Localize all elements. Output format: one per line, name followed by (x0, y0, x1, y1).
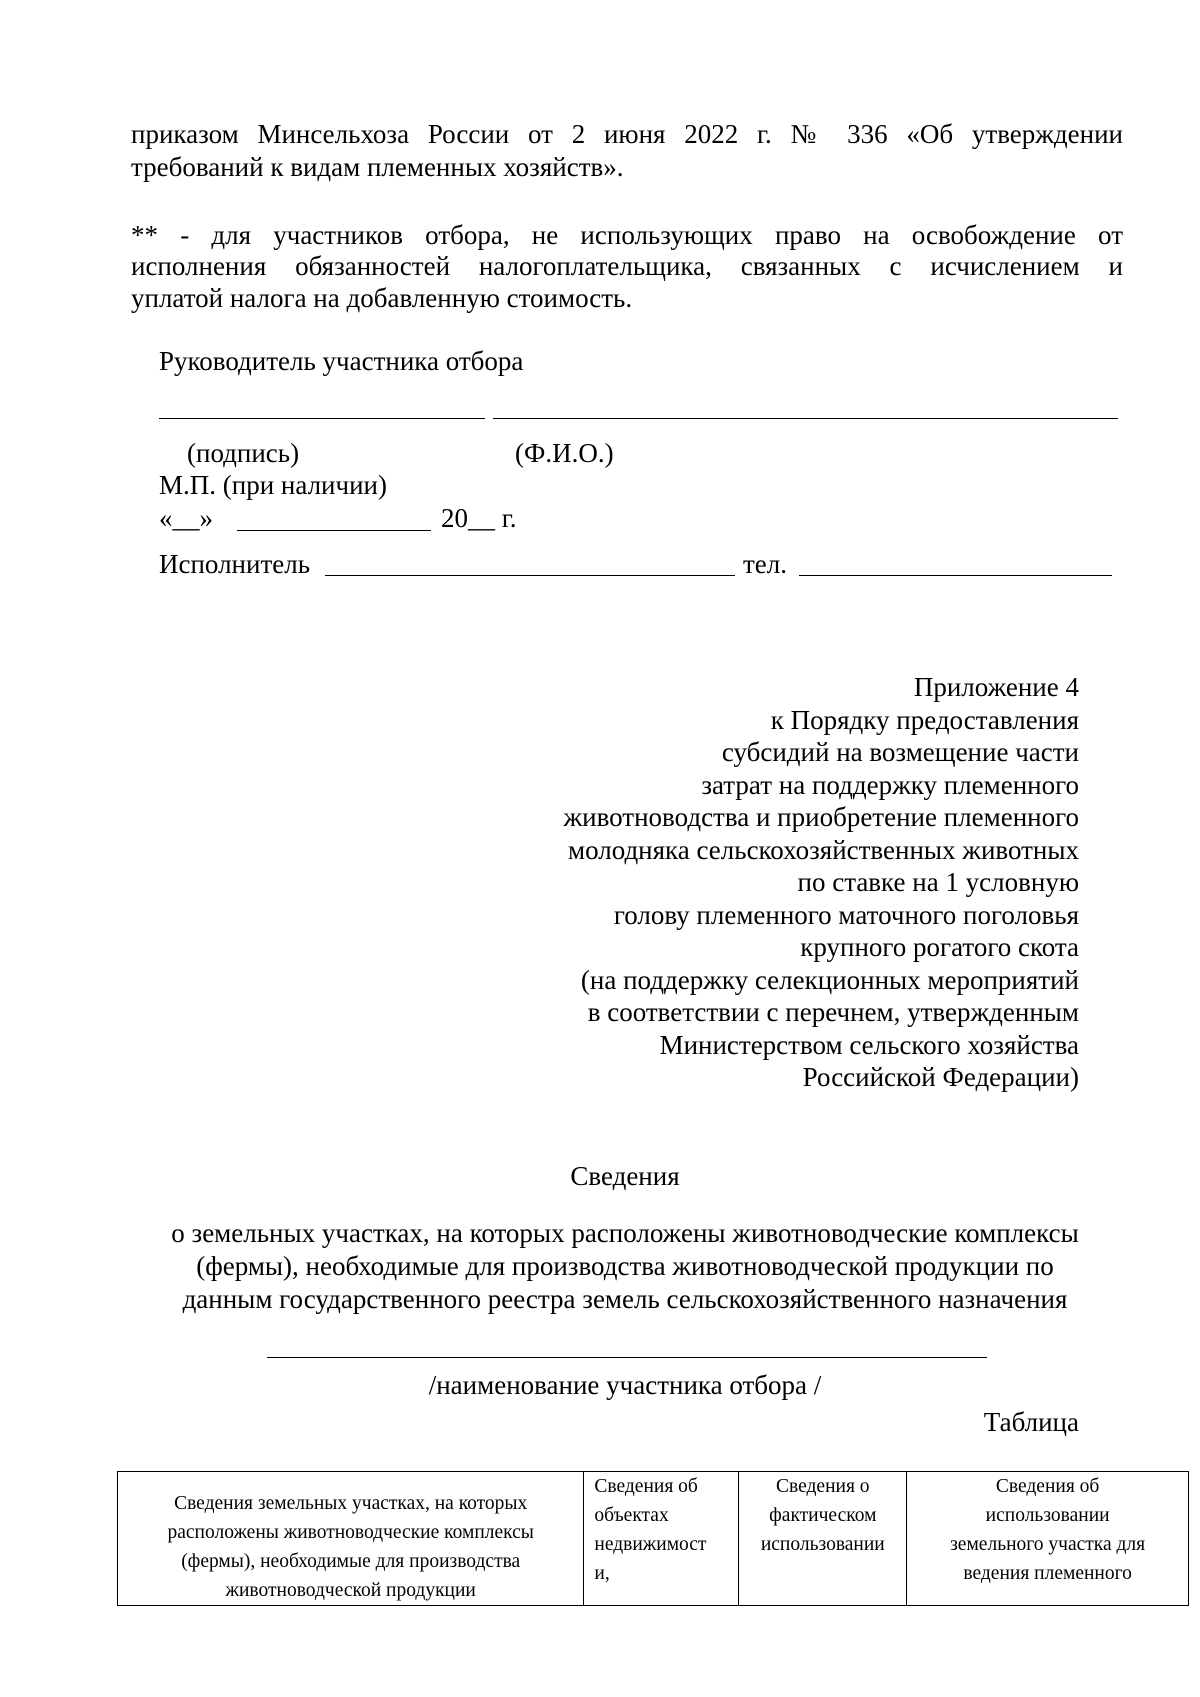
appendix-line: (на поддержку селекционных мероприятий (580, 964, 1079, 995)
table-header-text: Сведения о (776, 1476, 870, 1497)
appendix-line: молодняка сельскохозяйственных животных (568, 834, 1079, 865)
document-title: Сведения (570, 1161, 680, 1191)
table-header-cell (118, 1472, 584, 1606)
sign-caption: (подпись) (187, 438, 300, 468)
table-header-text: земельного участка для (950, 1534, 1146, 1555)
footnote-line-2: исполнения обязанностей налогоплательщика, связанных с исчислением и (131, 251, 1123, 281)
executor-label: Исполнитель (159, 549, 311, 579)
table-header-text: Сведения земельных участках, на которых (174, 1493, 528, 1514)
table-header-text: использовании (985, 1505, 1110, 1526)
table-header-text: (фермы), необходимые для производства (181, 1551, 521, 1572)
fio-line (493, 418, 1118, 419)
intro-line-1: приказом Минсельхоза России от 2 июня 2022 г. № 336 «Об утверждении (131, 119, 1123, 149)
table-header-text: расположены животноводческие комплексы (167, 1522, 534, 1543)
table-header-row (118, 1472, 1189, 1606)
document-subtitle-line-3: данным государственного реестра земель сельскохозяйственного назначения (182, 1284, 1068, 1314)
signature-line (159, 418, 485, 419)
appendix-line: крупного рогатого скота (800, 932, 1079, 962)
table-header-cell (907, 1472, 1189, 1606)
table-header-text: объектах (594, 1505, 669, 1526)
table-header-cell (739, 1472, 907, 1606)
table-header-cell (584, 1472, 739, 1606)
table-header-text: недвижимост (594, 1534, 707, 1555)
date-open: «__» (159, 503, 213, 533)
appendix-line: Министерством сельского хозяйства (659, 1029, 1079, 1060)
participant-name-caption: /наименование участника отбора / (428, 1370, 822, 1400)
appendix-line: по ставке на 1 условную (797, 867, 1079, 897)
date-year: 20__ г. (441, 503, 517, 533)
document-subtitle-line-2: (фермы), необходимые для производства животноводческой продукции по (196, 1251, 1054, 1281)
appendix-block (563, 671, 1079, 1094)
table-header-text: фактическом (769, 1505, 877, 1526)
footnote-line-3: уплатой налога на добавленную стоимость. (131, 283, 633, 313)
phone-label: тел. (743, 549, 788, 579)
participant-name-line (267, 1357, 987, 1358)
date-month-line (237, 530, 431, 531)
data-table (117, 1471, 1189, 1606)
appendix-line: Российской Федерации) (802, 1062, 1079, 1092)
table-header-text: Сведения об (594, 1476, 698, 1497)
appendix-line: к Порядку предоставления (770, 704, 1079, 735)
fio-caption: (Ф.И.О.) (515, 438, 614, 468)
table-header-text: и, (594, 1563, 610, 1584)
table-header-text: Сведения об (995, 1476, 1100, 1497)
head-label: Руководитель участника отбора (159, 346, 524, 376)
table-header-text: ведения племенного (963, 1563, 1132, 1584)
stamp-label: М.П. (при наличии) (159, 470, 387, 500)
appendix-line: животноводства и приобретение племенного (563, 802, 1079, 832)
table-label: Таблица (983, 1407, 1079, 1437)
footnote-line-1: ** - для участников отбора, не использующих право на освобождение от (131, 220, 1123, 250)
document-subtitle-line-1: о земельных участках, на которых расположены животноводческие комплексы (171, 1218, 1079, 1248)
appendix-line: затрат на поддержку племенного (701, 769, 1079, 800)
appendix-line: Приложение 4 (913, 672, 1079, 702)
executor-line (325, 575, 735, 576)
appendix-line: в соответствии с перечнем, утвержденным (587, 997, 1079, 1027)
appendix-line: голову племенного маточного поголовья (613, 899, 1079, 930)
appendix-line: субсидий на возмещение части (721, 737, 1079, 767)
intro-line-2: требований к видам племенных хозяйств». (131, 152, 624, 182)
table-header-text: использовании (760, 1534, 885, 1555)
phone-line (799, 575, 1112, 576)
table-header-text: животноводческой продукции (225, 1580, 476, 1601)
